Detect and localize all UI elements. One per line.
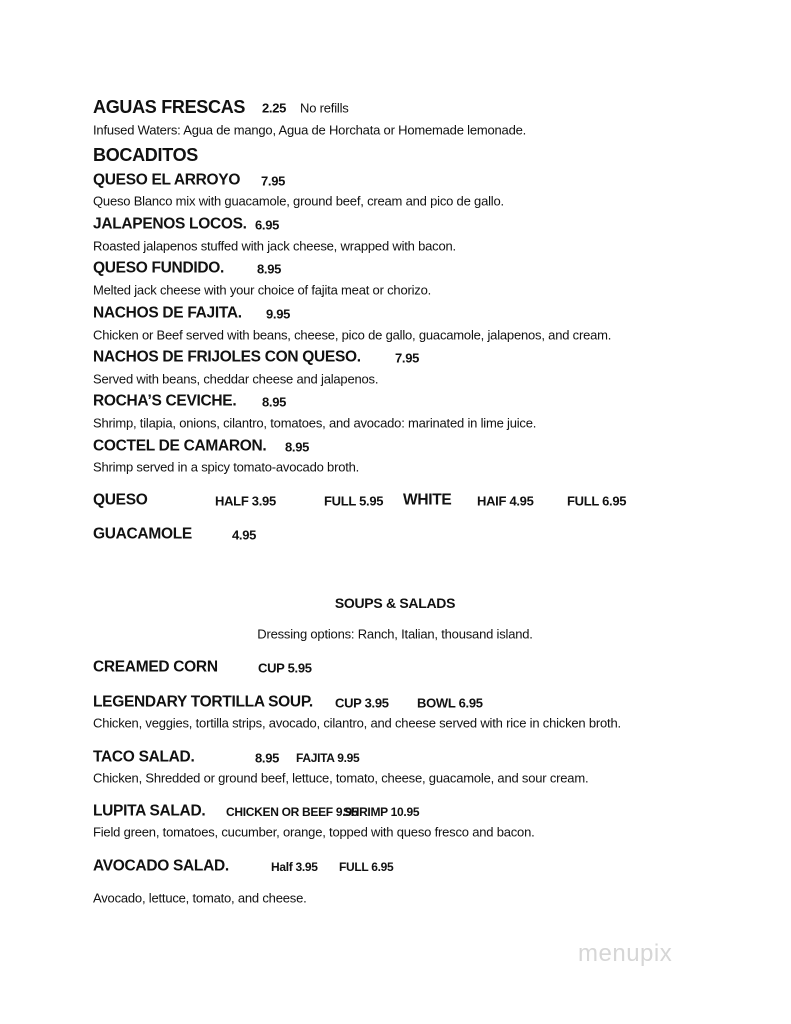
item-price: 9.95 <box>266 306 291 322</box>
item-name: NACHOS DE FRIJOLES CON QUESO. <box>93 348 361 366</box>
item-desc: Shrimp, tilapia, onions, cilantro, tomatoes, and avocado: marinated in lime juice. <box>93 415 537 431</box>
item-name: LUPITA SALAD. <box>93 802 206 820</box>
item-price: 7.95 <box>261 173 286 189</box>
item-desc: Served with beans, cheddar cheese and jalapenos. <box>93 371 379 387</box>
item-name: QUESO EL ARROYO <box>93 171 241 189</box>
bocaditos-title: BOCADITOS <box>93 145 198 165</box>
item-price: CUP 3.95 <box>335 695 389 711</box>
item-desc: Shrimp served in a spicy tomato-avocado broth. <box>93 459 360 475</box>
queso-white-full: FULL 6.95 <box>567 493 627 509</box>
item-name: TACO SALAD. <box>93 748 195 766</box>
queso-white: WHITE <box>403 491 452 509</box>
guacamole-price: 4.95 <box>232 527 257 543</box>
item-price: 8.95 <box>257 261 282 277</box>
item-desc: Field green, tomatoes, cucumber, orange, topped with queso fresco and bacon. <box>93 824 535 840</box>
item-price: FULL 6.95 <box>339 860 394 874</box>
aguas-price: 2.25 <box>262 100 287 116</box>
dressing-options: Dressing options: Ranch, Italian, thousand island. <box>257 626 533 642</box>
item-name: CREAMED CORN <box>93 658 218 676</box>
item-name: JALAPENOS LOCOS. <box>93 215 247 233</box>
aguas-title: AGUAS FRESCAS <box>93 97 246 117</box>
item-price: SHRIMP 10.95 <box>343 805 420 819</box>
item-price: 7.95 <box>395 350 420 366</box>
item-desc: Melted jack cheese with your choice of fajita meat or chorizo. <box>93 282 432 298</box>
item-name: AVOCADO SALAD. <box>93 857 229 875</box>
item-price: 8.95 <box>262 394 287 410</box>
item-name: ROCHA’S CEVICHE. <box>93 392 237 410</box>
item-desc: Avocado, lettuce, tomato, and cheese. <box>93 890 307 906</box>
item-price: 6.95 <box>255 217 280 233</box>
aguas-desc: Infused Waters: Agua de mango, Agua de Horchata or Homemade lemonade. <box>93 122 527 138</box>
item-name: COCTEL DE CAMARON. <box>93 437 267 455</box>
aguas-note: No refills <box>300 100 349 116</box>
queso-name: QUESO <box>93 491 148 509</box>
queso-white-half: HAIF 4.95 <box>477 493 534 509</box>
soups-title: SOUPS & SALADS <box>334 595 456 611</box>
item-name: LEGENDARY TORTILLA SOUP. <box>93 693 313 711</box>
item-price: 8.95 <box>255 750 280 766</box>
queso-half: HALF 3.95 <box>215 493 276 509</box>
item-price: 8.95 <box>285 439 310 455</box>
item-name: QUESO FUNDIDO. <box>93 259 225 277</box>
item-desc: Chicken or Beef served with beans, cheese, pico de gallo, guacamole, jalapenos, and cream. <box>93 327 612 343</box>
item-desc: Roasted jalapenos stuffed with jack cheese, wrapped with bacon. <box>93 238 456 254</box>
item-price: CHICKEN OR BEEF 9.95 <box>226 805 359 819</box>
item-price: Half 3.95 <box>271 860 318 874</box>
item-price: CUP 5.95 <box>258 660 312 676</box>
item-price: BOWL 6.95 <box>417 695 483 711</box>
item-desc: Queso Blanco mix with guacamole, ground beef, cream and pico de gallo. <box>93 193 504 209</box>
item-desc: Chicken, veggies, tortilla strips, avocado, cilantro, and cheese served with rice in chicken broth. <box>93 715 621 731</box>
watermark-logo: menupix <box>578 940 673 967</box>
item-name: NACHOS DE FAJITA. <box>93 304 242 322</box>
guacamole-name: GUACAMOLE <box>93 525 192 543</box>
queso-full: FULL 5.95 <box>324 493 384 509</box>
item-desc: Chicken, Shredded or ground beef, lettuce, tomato, cheese, guacamole, and sour cream. <box>93 770 589 786</box>
item-price: FAJITA 9.95 <box>296 751 360 765</box>
